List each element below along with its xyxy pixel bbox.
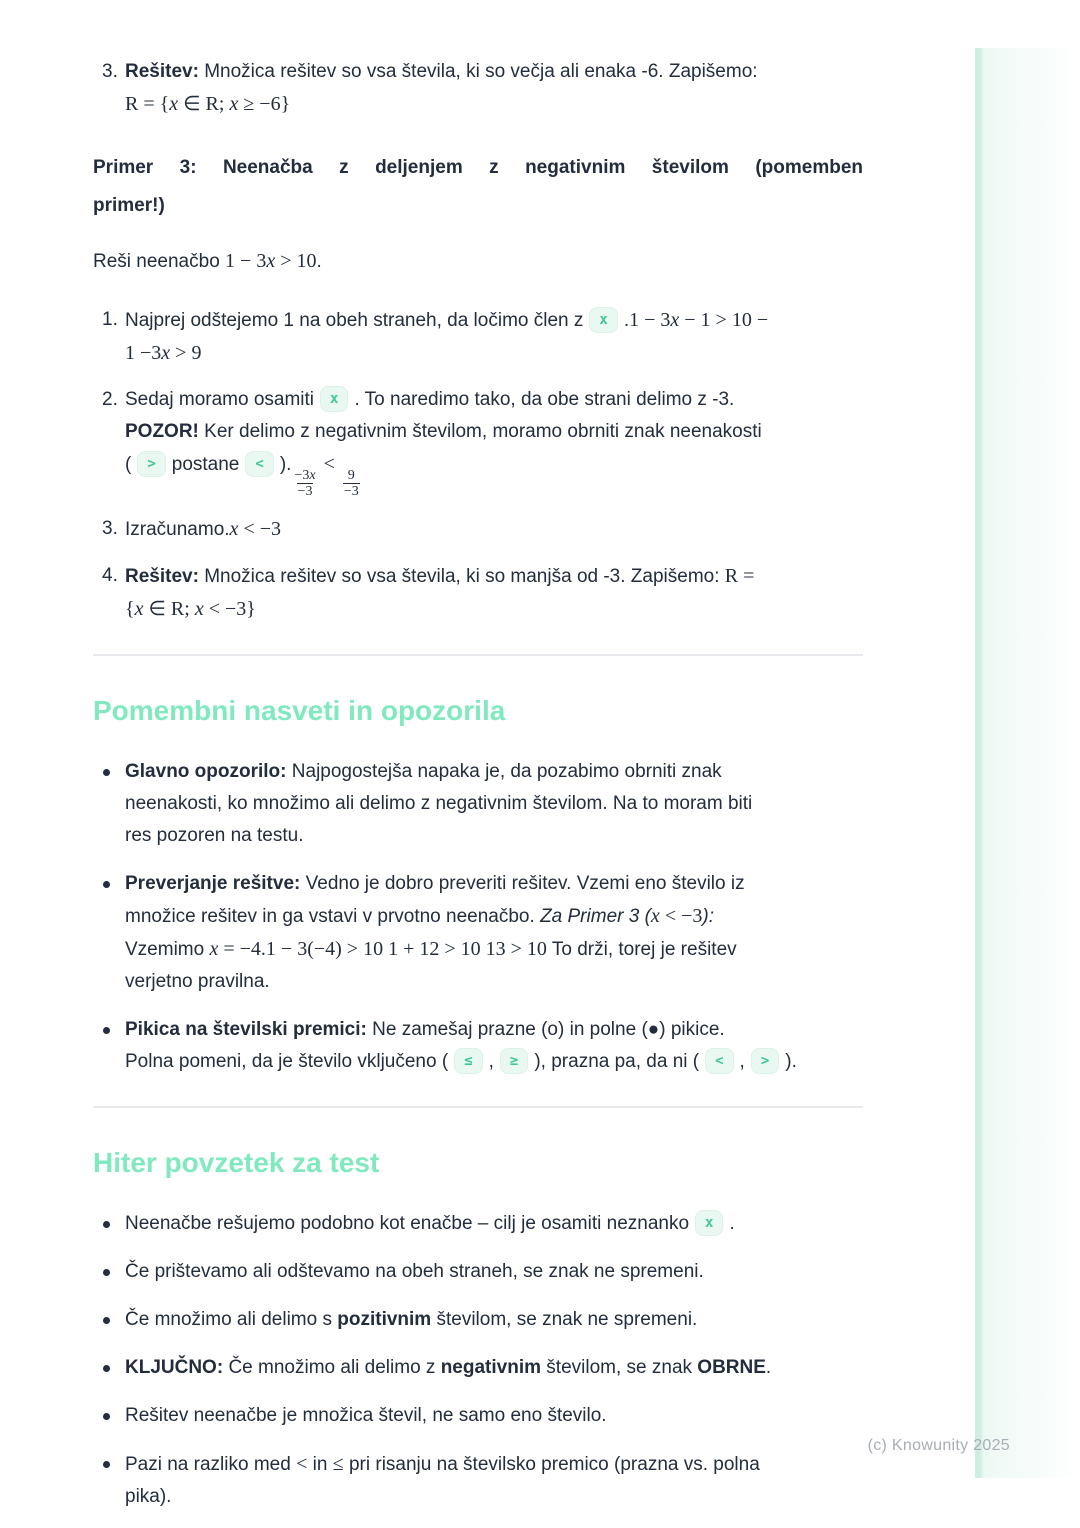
inline-math: ≤ [332,1453,344,1475]
inline-math: {x ∈ R; x < −3} [125,598,256,620]
ordered-list [93,56,863,121]
list-item: KLJUČNO: Če množimo ali delimo z negativnim številom, se znak OBRNE. [93,1352,863,1384]
divider [93,654,863,656]
bullet-dot [103,1365,110,1372]
code-chip: x [589,307,617,333]
bold-text: KLJUČNO: [125,1357,224,1378]
bullet-dot [103,1269,110,1276]
list-item: Glavno opozorilo: Najpogostejša napaka je, da pozabimo obrniti znak neenakosti, ko množimo ali delimo z negativnim številom. Na to moram biti res pozoren na testu. [93,756,863,852]
list-item: 3. Rešitev: Množica rešitev so vsa števila, ki so večja ali enaka -6. Zapišemo: R = {x ∈ R; x ≥ −6} [93,56,863,121]
list-item: Če prištevamo ali odštevamo na obeh straneh, se znak ne spremeni. [93,1256,863,1288]
section-heading: Hiter povzetek za test [93,1147,380,1178]
divider [93,1106,863,1108]
bold-text: Pikica na številski premici: [125,1019,367,1040]
list-item: 2. Sedaj moramo osamiti x . To naredimo tako, da obe strani delimo z -3. POZOR! Ker delimo z negativnim številom, moramo obrniti znak neenakosti ( > postane < ). $\frac{-3x}{-3}$ < $\frac{9}{-3}$ [93,384,863,499]
italic-text: ): [702,906,714,927]
bullet-dot [103,1221,110,1228]
inline-math: < [318,453,340,475]
fraction-denominator: −3 [297,484,313,499]
bold-text: Glavno opozorilo: [125,761,287,782]
example-heading [93,149,863,225]
fraction-numerator: −3x [294,468,316,483]
bullet-list [93,1208,863,1513]
decorative-right-strip [975,48,1080,1478]
fraction-denominator: −3 [343,484,359,499]
copyright-footer: (c) Knowunity 2025 [867,1437,1010,1454]
list-item: 3. Izračunamo.x < −3 [93,513,863,546]
inline-math: 1 −3x > 9 [125,342,202,364]
item-number: 3. [102,518,118,539]
fraction [343,468,360,499]
document-content [93,56,863,1528]
bullet-dot [103,881,110,888]
example-heading-line: primer!) [93,195,165,216]
item-number: 4. [102,565,118,586]
list-item: Pikica na številski premici: Ne zamešaj prazne (o) in polne (●) pikice. Polna pomeni, da je število vključeno ( ≤ , ≥ ), prazna pa, da ni ( < , > ). [93,1014,863,1078]
item-number: 2. [102,389,118,410]
bold-text: pozitivnim [337,1309,432,1330]
fraction-numerator: 9 [347,468,355,483]
inline-math: R = [724,565,755,587]
italic-text: Za Primer 3 ( [540,906,651,927]
list-item: Neenačbe rešujemo podobno kot enačbe – cilj je osamiti neznanko x . [93,1208,863,1240]
bold-text: Rešitev: [125,566,199,587]
list-item: Pazi na razliko med < in ≤ pri risanju na številsko premico (prazna vs. polna pika). [93,1448,863,1513]
inline-math: x < −3 [650,905,703,927]
bold-text: negativnim [440,1357,542,1378]
bold-text: OBRNE [697,1357,766,1378]
bullet-dot [103,1413,110,1420]
bullet-dot [103,1317,110,1324]
item-number: 1. [102,309,118,330]
inline-math: x < −3 [229,518,281,540]
fraction [294,468,315,499]
code-chip: x [695,1210,723,1236]
paragraph: Reši neenačbo 1 − 3x > 10. [93,250,322,272]
code-chip: ≥ [500,1048,528,1074]
code-chip: < [705,1048,733,1074]
inline-math: R = {x ∈ R; x ≥ −6} [125,93,291,115]
inline-math: x = −4.1 − 3(−4) > 10 1 + 12 > 10 13 > 10 [209,938,547,960]
list-item: 1. Najprej odštejemo 1 na obeh straneh, da ločimo člen z x .1 − 3x − 1 > 10 − 1 −3x > 9 [93,304,863,370]
list-item: Če množimo ali delimo s pozitivnim številom, se znak ne spremeni. [93,1304,863,1336]
list-item: 4. Rešitev: Množica rešitev so vsa števila, ki so manjša od -3. Zapišemo: R = {x ∈ R; x < −3} [93,560,863,626]
bullet-dot [103,769,110,776]
bullet-dot [103,1027,110,1034]
code-chip: x [320,386,348,412]
bullet-dot [103,1461,110,1468]
bold-text: Preverjanje rešitve: [125,873,301,894]
list-item: Rešitev neenačbe je množica števil, ne samo eno število. [93,1400,863,1432]
example-heading-line: Primer 3: Neenačba z deljenjem z negativnim številom (pomemben [93,157,863,178]
code-chip: > [751,1048,779,1074]
ordered-list [93,304,863,626]
section-heading: Pomembni nasveti in opozorila [93,695,506,726]
inline-math: 1 − 3x > 10 [225,250,317,272]
bullet-list [93,756,863,1078]
list-item: Preverjanje rešitve: Vedno je dobro preveriti rešitev. Vzemi eno število iz množice rešitev in ga vstavi v prvotno neenačbo. Za Primer 3 (x < −3): Vzemimo x = −4.1 − 3(−4) > 10 1 + 12 > 10 13 > 10 To drži, torej je rešitev verjetno pravilna. [93,868,863,998]
code-chip: ≤ [454,1048,482,1074]
code-chip: > [137,451,165,477]
bold-text: Rešitev: [125,61,199,82]
code-chip: < [245,451,273,477]
inline-math: 1 − 3x − 1 > 10 − [629,309,769,331]
item-number: 3. [102,61,118,82]
inline-math: < [296,1453,308,1475]
bold-text: POZOR! [125,421,199,442]
